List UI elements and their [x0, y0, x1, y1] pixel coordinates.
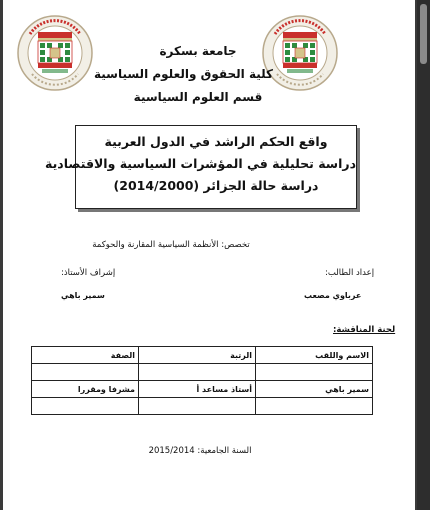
university-name: جامعة بسكرة: [159, 44, 237, 58]
student-label: إعداد الطالب:: [325, 268, 375, 278]
table-row: [32, 398, 373, 415]
table-cell: أستاذ مساعد أ: [139, 381, 256, 398]
thesis-title-box: [45, 125, 357, 209]
table-cell: [32, 364, 139, 381]
university-seal-left: [16, 14, 94, 92]
table-cell: [256, 364, 373, 381]
thesis-title-line-3: دراسة حالة الجزائر (2014/2000): [113, 178, 319, 193]
scrollbar-thumb[interactable]: [420, 4, 427, 64]
thesis-title-line-2: دراسة تحليلية في المؤشرات السياسية والاقتصادية: [45, 156, 356, 171]
table-cell: سمير باهي: [256, 381, 373, 398]
supervisor-name: سمير باهي: [61, 291, 105, 300]
specialization: تخصص: الأنظمة السياسية المقارنة والحوكمة: [92, 240, 250, 250]
table-cell: [139, 364, 256, 381]
table-cell: [32, 398, 139, 415]
committee-label: لجنة المناقشة:: [333, 325, 396, 335]
supervisor-label: إشراف الأستاذ:: [61, 268, 116, 278]
committee-table: [31, 346, 373, 415]
document-page: [3, 0, 415, 510]
table-row: [32, 364, 373, 381]
table-row: [32, 381, 373, 398]
faculty-name: كلية الحقوق والعلوم السياسية: [93, 67, 273, 81]
table-cell: [256, 398, 373, 415]
table-header-role: الصفة: [32, 347, 139, 364]
vertical-scrollbar[interactable]: [417, 0, 430, 510]
table-cell: مشرفا ومقررا: [32, 381, 139, 398]
department-name: قسم العلوم السياسية: [133, 90, 263, 104]
university-seal-icon: [16, 14, 94, 92]
thesis-title-line-1: واقع الحكم الراشد في الدول العربية: [104, 134, 328, 149]
student-name: عرباوي مصعب: [304, 291, 362, 300]
academic-year: السنة الجامعية: 2015/2014: [148, 446, 252, 456]
table-header-row: [32, 347, 373, 364]
table-header-name: الاسم واللقب: [256, 347, 373, 364]
table-header-rank: الرتبة: [139, 347, 256, 364]
university-header: [93, 40, 273, 109]
table-cell: [139, 398, 256, 415]
